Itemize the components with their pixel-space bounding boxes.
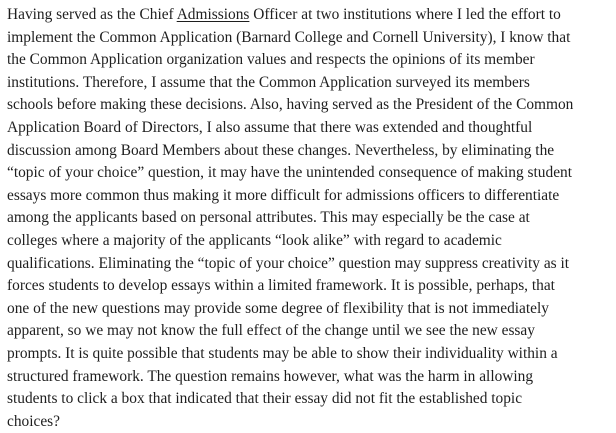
text-segment: schools before making these decisions. Also, having served as the President of the Common (7, 96, 574, 114)
text-segment: structured framework. The question remains however, what was the harm in allowing (7, 367, 534, 385)
text-segment: among the applicants based on personal attributes. This may especially be the case at (7, 209, 530, 227)
text-segment: prompts. It is quite possible that students may be able to show their individuality within a (7, 344, 558, 362)
text-segment: colleges where a majority of the applicants “look alike” with regard to academic (7, 231, 502, 249)
text-segment: one of the new questions may provide some degree of flexibility that is not immediately (7, 299, 549, 317)
text-line (7, 207, 612, 230)
text-segment: Application Board of Directors, I also assume that there was extended and thoughtful (7, 118, 533, 136)
text-line (7, 94, 612, 117)
underlined-word: Admissions (176, 6, 250, 23)
text-segment: implement the Common Application (Barnard College and Cornell University), I know that (7, 28, 571, 46)
text-segment: “topic of your choice” question, it may have the unintended consequence of making student (7, 164, 573, 182)
text-line (7, 140, 612, 163)
text-line (7, 117, 612, 140)
text-line (7, 298, 612, 321)
text-line (7, 162, 612, 185)
text-line (7, 230, 612, 253)
text-line (7, 27, 612, 50)
text-segment: qualifications. Eliminating the “topic of your choice” question may suppress creativity as it (7, 254, 570, 272)
text-segment: essays more common thus making it more difficult for admissions officers to differentiate (7, 186, 560, 204)
text-line (7, 388, 612, 411)
text-segment: choices? (7, 412, 60, 430)
text-segment: the Common Application organization values and respects the opinions of its member (7, 51, 535, 69)
text-segment: students to click a box that indicated that their essay did not fit the established topic (7, 390, 523, 408)
paragraph (7, 4, 612, 433)
text-line (7, 366, 612, 389)
text-line (7, 4, 612, 27)
text-line (7, 72, 612, 95)
text-line (7, 275, 612, 298)
text-line (7, 185, 612, 208)
text-line (7, 320, 612, 343)
text-segment: Having served as the Chief (7, 6, 177, 23)
text-line (7, 253, 612, 276)
text-line (7, 411, 612, 433)
text-line (7, 343, 612, 366)
text-segment: Officer at two institutions where I led the effort to (249, 6, 561, 23)
text-segment: institutions. Therefore, I assume that the Common Application surveyed its members (7, 73, 530, 91)
text-line (7, 49, 612, 72)
text-segment: apparent, so we may not know the full effect of the change until we see the new essay (7, 322, 535, 340)
text-segment: forces students to develop essays within a limited framework. It is possible, perhaps, that (7, 277, 555, 295)
text-segment: discussion among Board Members about these changes. Nevertheless, by eliminating the (7, 141, 555, 159)
